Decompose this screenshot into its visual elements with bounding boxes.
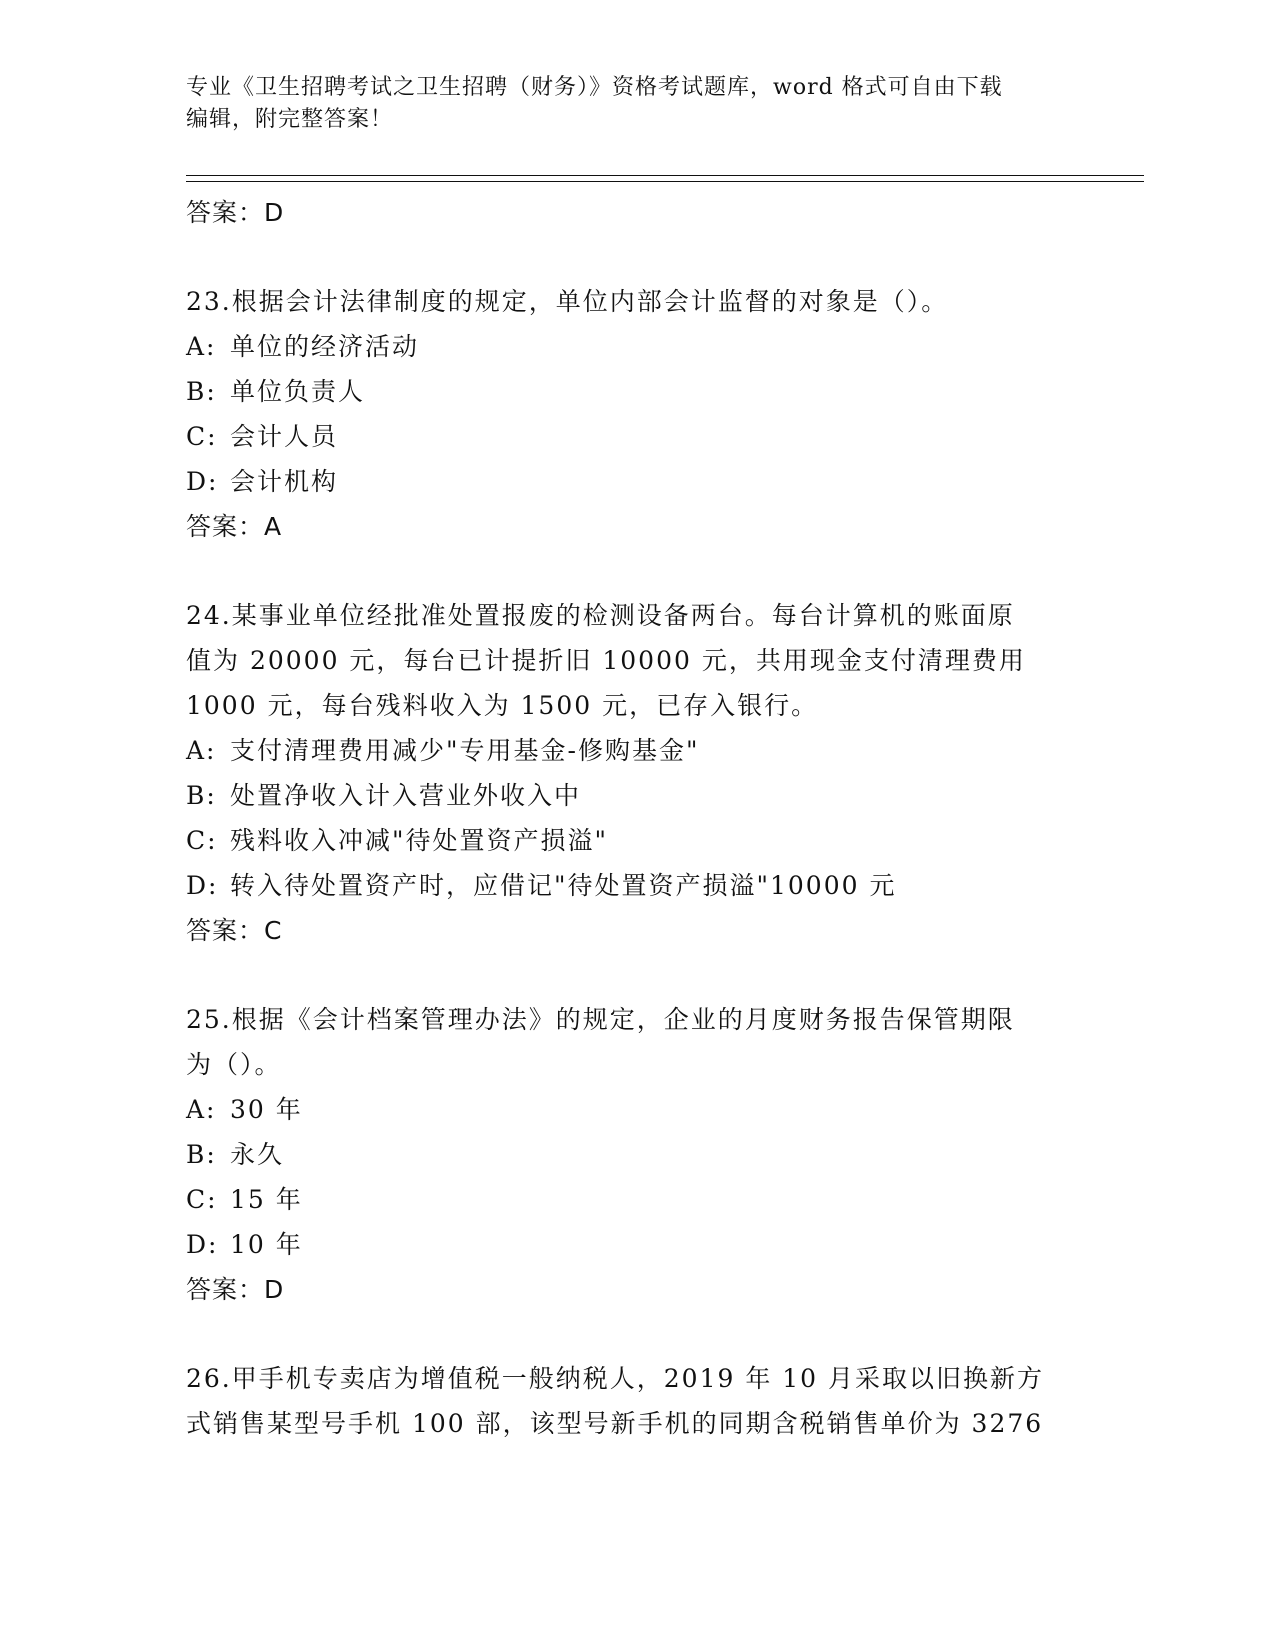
option-letter: B:: [186, 781, 217, 810]
option-letter: A:: [186, 332, 217, 361]
option-text: 处置净收入计入营业外收入中: [230, 781, 582, 810]
option-letter: D:: [186, 1230, 219, 1259]
question-text-line: 25.根据《会计档案管理办法》的规定，企业的月度财务报告保管期限: [186, 1005, 1015, 1034]
option-letter: C:: [186, 1185, 218, 1214]
question-gap: [186, 235, 1086, 279]
option-item: [186, 818, 1086, 863]
option-item: [186, 1177, 1086, 1222]
answer-line: [186, 504, 1086, 549]
option-item: [186, 1222, 1086, 1267]
option-text: 30 年: [230, 1095, 303, 1124]
option-text: 15 年: [230, 1185, 303, 1214]
option-item: [186, 459, 1086, 504]
option-letter: C:: [186, 826, 218, 855]
question-text-line: 为（）。: [186, 1050, 282, 1079]
option-text: 单位负责人: [230, 377, 366, 406]
question-list: [186, 190, 1086, 1446]
option-text: 支付清理费用减少"专用基金-修购基金": [230, 736, 700, 765]
question-text-line: 1000 元，每台残料收入为 1500 元，已存入银行。: [186, 691, 819, 720]
header-line-1: 专业《卫生招聘考试之卫生招聘（财务）》资格考试题库，word 格式可自由下载: [186, 75, 1003, 100]
answer-value: D: [264, 1275, 285, 1304]
document-header: [186, 72, 1066, 136]
option-text: 永久: [230, 1140, 285, 1169]
question-gap: [186, 549, 1086, 593]
question-text-line: 26.甲手机专卖店为增值税一般纳税人，2019 年 10 月采取以旧换新方: [186, 1364, 1045, 1393]
question-block: [186, 279, 1086, 549]
option-letter: A:: [186, 1095, 217, 1124]
answer-label: 答案：: [186, 198, 265, 227]
answer-line: [186, 908, 1086, 953]
option-letter: A:: [186, 736, 217, 765]
answer-value: C: [264, 916, 283, 945]
option-item: [186, 1087, 1086, 1132]
option-text: 会计人员: [230, 422, 339, 451]
option-text: 转入待处置资产时，应借记"待处置资产损溢"10000 元: [230, 871, 897, 900]
question-block: [186, 997, 1086, 1312]
header-rule-top: [186, 175, 1144, 176]
option-item: [186, 863, 1086, 908]
option-text: 单位的经济活动: [230, 332, 420, 361]
option-text: 会计机构: [230, 467, 339, 496]
answer-label: 答案：: [186, 512, 265, 541]
answer-line: [186, 190, 1086, 235]
option-letter: B:: [186, 377, 217, 406]
answer-line: [186, 1267, 1086, 1312]
answer-value: A: [264, 512, 283, 541]
question-gap: [186, 1312, 1086, 1356]
question-block: [186, 593, 1086, 953]
question-gap: [186, 953, 1086, 997]
option-item: [186, 728, 1086, 773]
question-text-line: 24.某事业单位经批准处置报废的检测设备两台。每台计算机的账面原: [186, 601, 1015, 630]
option-text: 残料收入冲减"待处置资产损溢": [230, 826, 608, 855]
option-letter: D:: [186, 467, 219, 496]
option-item: [186, 369, 1086, 414]
question-text-line: 值为 20000 元，每台已计提折旧 10000 元，共用现金支付清理费用: [186, 646, 1026, 675]
option-letter: C:: [186, 422, 218, 451]
question-text-line: 23.根据会计法律制度的规定，单位内部会计监督的对象是（）。: [186, 287, 949, 316]
header-line-2: 编辑，附完整答案！: [186, 107, 394, 132]
option-item: [186, 324, 1086, 369]
option-item: [186, 773, 1086, 818]
option-item: [186, 1132, 1086, 1177]
header-rule-bottom: [186, 181, 1144, 182]
option-letter: B:: [186, 1140, 217, 1169]
question-text-line: 式销售某型号手机 100 部，该型号新手机的同期含税销售单价为 3276: [186, 1409, 1044, 1438]
option-text: 10 年: [230, 1230, 303, 1259]
answer-value: D: [264, 198, 285, 227]
option-item: [186, 414, 1086, 459]
answer-label: 答案：: [186, 916, 265, 945]
question-block: [186, 1356, 1086, 1446]
option-letter: D:: [186, 871, 219, 900]
answer-label: 答案：: [186, 1275, 265, 1304]
